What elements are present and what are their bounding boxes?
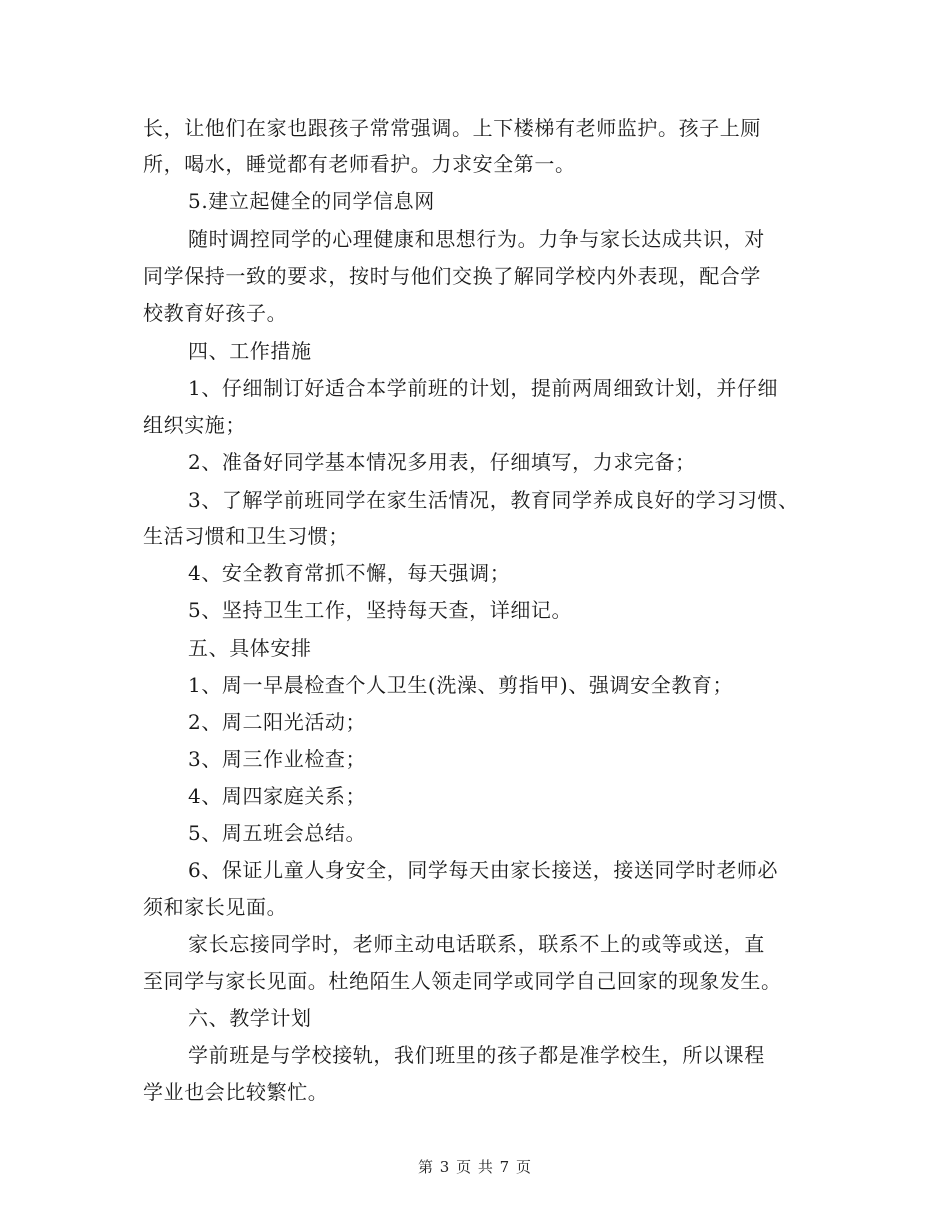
list-item: 4、周四家庭关系； (188, 784, 367, 808)
section-subheading: 5.建立起健全的同学信息网 (188, 189, 435, 213)
text-line: 学前班是与学校接轨，我们班里的孩子都是准学校生，所以课程 (188, 1043, 765, 1067)
text-line: 长，让他们在家也跟孩子常常强调。上下楼梯有老师监护。孩子上厕 (143, 116, 761, 140)
list-item: 2、周二阳光活动； (188, 710, 367, 734)
text-line: 至同学与家长见面。杜绝陌生人领走同学或同学自己回家的现象发生。 (143, 969, 782, 993)
list-item: 2、准备好同学基本情况多用表，仔细填写，力求完备； (188, 450, 696, 474)
text-line: 须和家长见面。 (143, 895, 288, 919)
section-heading: 五、具体安排 (188, 636, 312, 660)
list-item: 4、安全教育常抓不懈，每天强调； (188, 561, 511, 585)
text-line: 随时调控同学的心理健康和思想行为。力争与家长达成共识，对 (188, 227, 765, 251)
text-line: 组织实施； (143, 413, 246, 437)
page-number-footer: 第 3 页 共 7 页 (418, 1158, 532, 1176)
section-heading: 六、教学计划 (188, 1006, 312, 1030)
list-item: 1、仔细制订好适合本学前班的计划，提前两周细致计划，并仔细 (188, 376, 779, 400)
list-item: 5、坚持卫生工作，坚持每天查，详细记。 (188, 598, 573, 622)
list-item: 1、周一早晨检查个人卫生(洗澡、剪指甲)、强调安全教育； (188, 673, 734, 697)
list-item: 3、周三作业检查； (188, 747, 367, 771)
text-line: 同学保持一致的要求，按时与他们交换了解同学校内外表现，配合学 (143, 264, 761, 288)
text-line: 生活习惯和卫生习惯； (143, 524, 349, 548)
text-line: 学业也会比较繁忙。 (143, 1080, 329, 1104)
list-item: 6、保证儿童人身安全，同学每天由家长接送，接送同学时老师必 (188, 858, 779, 882)
text-line: 家长忘接同学时，老师主动电话联系，联系不上的或等或送，直 (188, 932, 765, 956)
list-item: 5、周五班会总结。 (188, 821, 367, 845)
text-line: 校教育好孩子。 (143, 301, 288, 325)
text-line: 所，喝水，睡觉都有老师看护。力求安全第一。 (143, 152, 576, 176)
section-heading: 四、工作措施 (188, 339, 312, 363)
list-item: 3、了解学前班同学在家生活情况，教育同学养成良好的学习习惯、 (188, 488, 799, 512)
